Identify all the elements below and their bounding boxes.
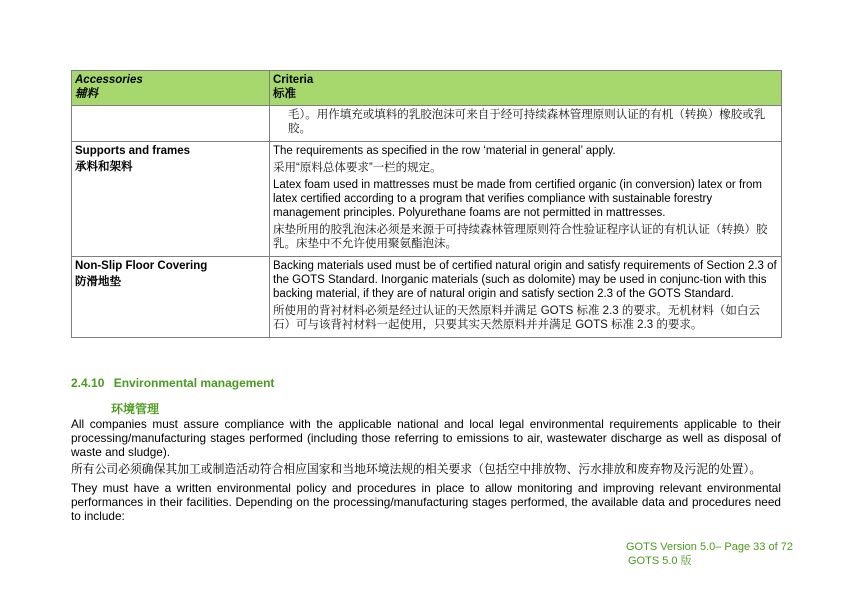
body-paragraph: They must have a written environmental policy and procedures in place to allow monitoring and improving relevant environmental performances in their facilities. Depending on the processing/manufacturing stages performed, the available data and procedures need to include: <box>71 481 781 523</box>
criteria-cell-floor-covering <box>270 257 782 338</box>
criteria-paragraph: Latex foam used in mattresses must be made from certified organic (in conversion) latex or from latex certified according to a program that verifies compliance with sustainable forestry management principles. Polyurethane foams are not permitted in mattresses. <box>273 179 762 219</box>
accessory-name-cn: 防滑地垫 <box>75 276 121 288</box>
footer-page-info: GOTS Version 5.0– Page 33 of 72 <box>626 541 793 553</box>
section-number: 2.4.10 <box>71 376 105 390</box>
accessory-cell-floor-covering <box>72 257 270 338</box>
body-paragraph: All companies must assure compliance with the applicable national and local legal environmental requirements applicable to their processing/manufacturing stages performed (including those referring to emissions to air, wastewater discharge as well as disposal of waste and sludge). <box>71 417 781 459</box>
criteria-cell-supports <box>270 142 782 257</box>
criteria-paragraph: Backing materials used must be of certified natural origin and satisfy requirements of Section 2.3 of the GOTS Standard. Inorganic materials (such as dolomite) may be used in conjunc-tion with this backing material, if they are of natural origin and satisfy section 2.3 of the GOTS Standard. <box>273 260 777 300</box>
continuation-text: 毛）。用作填充或填料的乳胶泡沫可来自于经可持续森林管理原则认证的有机（转换）橡胶或乳胶。 <box>288 109 766 135</box>
criteria-paragraph-cn: 采用“原料总体要求”一栏的规定。 <box>273 162 442 174</box>
page-footer <box>626 540 793 568</box>
criteria-paragraph-cn: 所使用的背衬材料必须是经过认证的天然原料并满足 GOTS 标准 2.3 的要求。无机材料（如白云石）可与该背衬材料一起使用，只要其实天然原料并并满足 GOTS 标准 2.3 的要求。 <box>273 305 760 331</box>
accessories-header-en: Accessories <box>75 74 143 86</box>
accessory-name-en: Supports and frames <box>75 145 191 157</box>
criteria-paragraph: The requirements as specified in the row ‘material in general’ apply. <box>273 145 616 157</box>
section-title-cn: 环境管理 <box>111 402 160 416</box>
section-heading <box>71 376 274 390</box>
table-row <box>72 142 782 257</box>
criteria-paragraph-cn: 床垫所用的胶乳泡沫必须是来源于可持续森林管理原则符合性验证程序认证的有机认证（转换）胶乳。床垫中不允许使用聚氨酯泡沫。 <box>273 224 768 250</box>
accessory-cell-supports <box>72 142 270 257</box>
table-cell-continuation <box>270 106 782 142</box>
table-row <box>72 106 782 142</box>
criteria-header-cn: 标准 <box>273 88 296 100</box>
table-header-row <box>72 71 782 106</box>
accessories-criteria-table <box>71 70 782 338</box>
body-paragraph-cn: 所有公司必须确保其加工或制造活动符合相应国家和当地环境法规的相关要求（包括空中排放物、污水排放和废弃物及污泥的处置）。 <box>71 462 762 476</box>
section-title: Environmental management <box>113 376 275 390</box>
accessory-name-cn: 承料和架料 <box>75 161 133 173</box>
accessory-name-en: Non-Slip Floor Covering <box>75 260 208 272</box>
table-cell-empty <box>72 106 270 142</box>
criteria-column-header <box>270 71 782 106</box>
accessories-column-header <box>72 71 270 106</box>
accessories-header-cn: 辅料 <box>75 88 98 100</box>
footer-version-cn: GOTS 5.0 版 <box>628 555 692 567</box>
criteria-header-en: Criteria <box>273 74 314 86</box>
table-row <box>72 257 782 338</box>
